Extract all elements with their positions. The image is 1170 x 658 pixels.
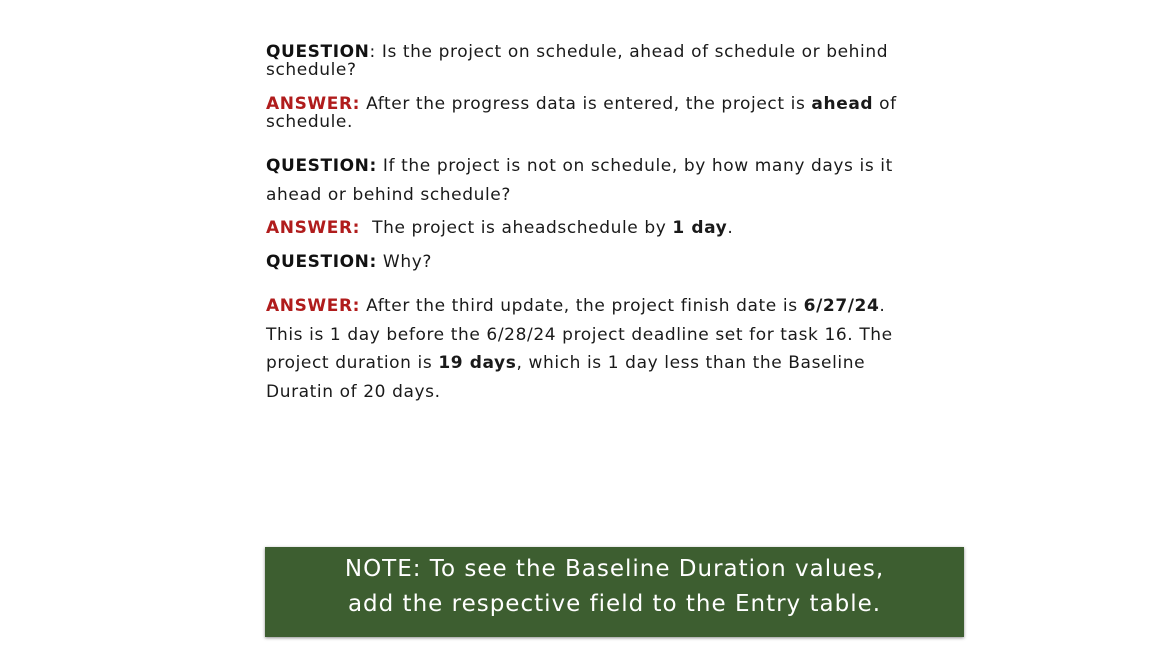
note-line-2: add the respective field to the Entry table. — [347, 591, 882, 617]
answer-1 — [266, 95, 926, 131]
answer-label: ANSWER: — [266, 94, 361, 114]
question-separator: : — [369, 42, 376, 62]
question-text: Why? — [376, 252, 432, 272]
question-label: QUESTION — [266, 42, 370, 62]
answer-text: . This is 1 day before the 6/28/24 project deadline set for task 16. The project duration is — [266, 296, 893, 373]
answer-emphasis: 6/27/24 — [803, 296, 880, 316]
answer-text: The project is aheadschedule by — [360, 218, 673, 238]
answer-label: ANSWER: — [266, 218, 361, 238]
answer-text: . — [727, 218, 734, 238]
question-1 — [266, 43, 926, 79]
answer-text: , which is 1 day less than the Baseline Duratin of 20 days. — [266, 353, 866, 402]
question-text: If the project is not on schedule, by how many days is it ahead or behind schedule? — [266, 156, 893, 205]
note-line-1: NOTE: To see the Baseline Duration values, — [344, 556, 885, 582]
question-label: QUESTION: — [266, 156, 377, 176]
answer-3 — [266, 292, 926, 406]
answer-emphasis: ahead — [811, 94, 874, 114]
answer-label: ANSWER: — [266, 296, 361, 316]
question-label: QUESTION: — [266, 252, 377, 272]
question-2 — [266, 152, 926, 209]
answer-2 — [266, 214, 926, 243]
question-text: Is the project on schedule, ahead of schedule or behind schedule? — [266, 42, 889, 80]
question-3 — [266, 248, 926, 277]
answer-text: After the progress data is entered, the project is — [360, 94, 812, 114]
answer-emphasis: 19 days — [438, 353, 517, 373]
answer-text: of schedule. — [266, 94, 897, 132]
note-banner — [265, 547, 964, 637]
answer-emphasis: 1 day — [672, 218, 728, 238]
answer-text: After the third update, the project finish date is — [360, 296, 804, 316]
